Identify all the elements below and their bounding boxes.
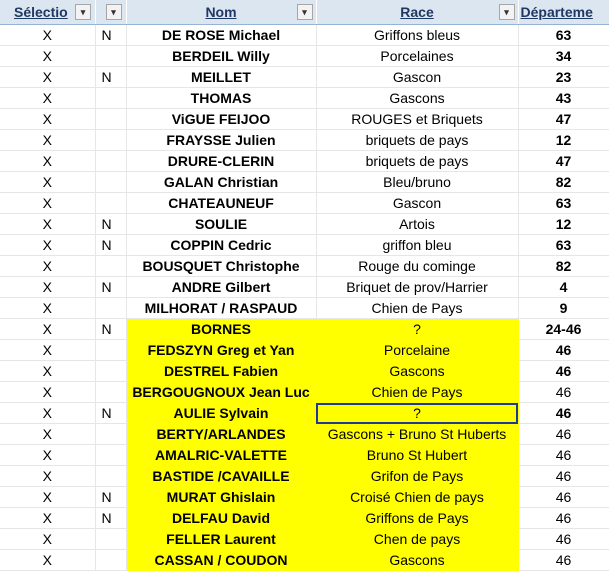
cell-n[interactable]: [95, 550, 126, 571]
cell-n[interactable]: [95, 46, 126, 67]
cell-nom[interactable]: THOMAS: [126, 88, 316, 109]
header-selection: [0, 0, 95, 25]
cell-n[interactable]: [95, 130, 126, 151]
header-race: [316, 0, 518, 25]
cell-departement[interactable]: 47: [518, 109, 609, 130]
cell-race[interactable]: Porcelaines: [316, 46, 518, 67]
cell-selection[interactable]: X: [0, 445, 95, 466]
header-selection-label: Sélectio: [14, 4, 68, 20]
cell-n[interactable]: [95, 445, 126, 466]
cell-race[interactable]: Chien de Pays: [316, 298, 518, 319]
cell-race[interactable]: Gascons: [316, 550, 518, 571]
cell-n[interactable]: [95, 256, 126, 277]
table-row: [0, 46, 609, 67]
cell-departement[interactable]: 46: [518, 403, 609, 424]
table-row: [0, 382, 609, 403]
cell-race[interactable]: Gascons: [316, 361, 518, 382]
cell-race[interactable]: Artois: [316, 214, 518, 235]
table-row: [0, 256, 609, 277]
cell-departement[interactable]: 82: [518, 256, 609, 277]
cell-n[interactable]: N: [95, 508, 126, 529]
cell-departement[interactable]: 46: [518, 340, 609, 361]
cell-race[interactable]: Griffons de Pays: [316, 508, 518, 529]
cell-n[interactable]: [95, 193, 126, 214]
cell-race[interactable]: briquets de pays: [316, 151, 518, 172]
cell-selection[interactable]: X: [0, 46, 95, 67]
table-row: [0, 214, 609, 235]
cell-n[interactable]: N: [95, 25, 126, 46]
cell-departement[interactable]: 46: [518, 508, 609, 529]
table-row: [0, 130, 609, 151]
cell-selection[interactable]: X: [0, 382, 95, 403]
cell-nom[interactable]: AULIE Sylvain: [126, 403, 316, 424]
cell-race[interactable]: Gascon: [316, 193, 518, 214]
table-row: [0, 277, 609, 298]
cell-nom[interactable]: BERTY/ARLANDES: [126, 424, 316, 445]
cell-nom[interactable]: DRURE-CLERIN: [126, 151, 316, 172]
cell-race[interactable]: Grifon de Pays: [316, 466, 518, 487]
cell-selection[interactable]: X: [0, 508, 95, 529]
cell-selection[interactable]: X: [0, 466, 95, 487]
table-row: [0, 193, 609, 214]
table-row: [0, 67, 609, 88]
table-row: [0, 151, 609, 172]
cell-departement[interactable]: 47: [518, 151, 609, 172]
cell-selection[interactable]: X: [0, 256, 95, 277]
cell-nom[interactable]: ViGUE FEIJOO: [126, 109, 316, 130]
cell-nom[interactable]: CASSAN / COUDON: [126, 550, 316, 571]
cell-departement[interactable]: 4: [518, 277, 609, 298]
cell-departement[interactable]: 63: [518, 235, 609, 256]
cell-selection[interactable]: X: [0, 361, 95, 382]
cell-race[interactable]: Briquet de prov/Harrier: [316, 277, 518, 298]
cell-departement[interactable]: 46: [518, 382, 609, 403]
cell-race[interactable]: Gascons + Bruno St Huberts: [316, 424, 518, 445]
table-row: [0, 109, 609, 130]
cell-race[interactable]: griffon bleu: [316, 235, 518, 256]
cell-selection[interactable]: X: [0, 277, 95, 298]
cell-nom[interactable]: MEILLET: [126, 67, 316, 88]
cell-departement[interactable]: 24-46: [518, 319, 609, 340]
cell-departement[interactable]: 43: [518, 88, 609, 109]
cell-selection[interactable]: X: [0, 151, 95, 172]
cell-departement[interactable]: 46: [518, 529, 609, 550]
cell-race[interactable]: briquets de pays: [316, 130, 518, 151]
table-row: [0, 319, 609, 340]
cell-nom[interactable]: BERDEIL Willy: [126, 46, 316, 67]
cell-selection[interactable]: X: [0, 319, 95, 340]
cell-departement[interactable]: 82: [518, 172, 609, 193]
cell-selection[interactable]: X: [0, 130, 95, 151]
cell-selection[interactable]: X: [0, 193, 95, 214]
cell-nom[interactable]: DESTREL Fabien: [126, 361, 316, 382]
cell-departement[interactable]: 46: [518, 445, 609, 466]
filter-dropdown-icon[interactable]: ▾: [297, 4, 313, 20]
cell-selection[interactable]: X: [0, 235, 95, 256]
cell-nom[interactable]: CHATEAUNEUF: [126, 193, 316, 214]
cell-n[interactable]: [95, 172, 126, 193]
cell-nom[interactable]: BERGOUGNOUX Jean Luc: [126, 382, 316, 403]
cell-selection[interactable]: X: [0, 67, 95, 88]
cell-departement[interactable]: 46: [518, 361, 609, 382]
filter-dropdown-icon[interactable]: ▾: [499, 4, 515, 20]
cell-nom[interactable]: SOULIE: [126, 214, 316, 235]
cell-departement[interactable]: 46: [518, 466, 609, 487]
header-nom-label: Nom: [205, 4, 237, 20]
cell-n[interactable]: [95, 382, 126, 403]
cell-n[interactable]: [95, 529, 126, 550]
cell-n[interactable]: [95, 424, 126, 445]
cell-selection[interactable]: X: [0, 424, 95, 445]
cell-n[interactable]: N: [95, 277, 126, 298]
cell-race[interactable]: ROUGES et Briquets: [316, 109, 518, 130]
cell-departement[interactable]: 23: [518, 67, 609, 88]
cell-departement[interactable]: 46: [518, 487, 609, 508]
cell-selection[interactable]: X: [0, 214, 95, 235]
cell-selection[interactable]: X: [0, 487, 95, 508]
cell-departement[interactable]: 63: [518, 25, 609, 46]
table-row: [0, 529, 609, 550]
cell-n[interactable]: N: [95, 319, 126, 340]
cell-nom[interactable]: FRAYSSE Julien: [126, 130, 316, 151]
header-departement: [518, 0, 609, 25]
cell-nom[interactable]: FELLER Laurent: [126, 529, 316, 550]
cell-n[interactable]: N: [95, 403, 126, 424]
cell-race[interactable]: ?: [316, 319, 518, 340]
cell-selection[interactable]: X: [0, 298, 95, 319]
table-row: [0, 508, 609, 529]
header-departement-label: Départeme: [520, 4, 593, 20]
cell-departement[interactable]: 63: [518, 193, 609, 214]
cell-nom[interactable]: ANDRE Gilbert: [126, 277, 316, 298]
cell-nom[interactable]: GALAN Christian: [126, 172, 316, 193]
cell-departement[interactable]: 34: [518, 46, 609, 67]
cell-race[interactable]: Croisé Chien de pays: [316, 487, 518, 508]
cell-nom[interactable]: FEDSZYN Greg et Yan: [126, 340, 316, 361]
cell-selection[interactable]: X: [0, 25, 95, 46]
cell-n[interactable]: N: [95, 67, 126, 88]
cell-race[interactable]: Bleu/bruno: [316, 172, 518, 193]
table-row: [0, 487, 609, 508]
table-row: [0, 466, 609, 487]
table-row: [0, 172, 609, 193]
table-body: [0, 25, 609, 571]
table-row: [0, 550, 609, 571]
cell-selection[interactable]: X: [0, 403, 95, 424]
cell-n[interactable]: [95, 298, 126, 319]
table-row: [0, 25, 609, 46]
cell-nom[interactable]: BOUSQUET Christophe: [126, 256, 316, 277]
cell-departement[interactable]: 12: [518, 130, 609, 151]
cell-departement[interactable]: 12: [518, 214, 609, 235]
cell-nom[interactable]: BASTIDE /CAVAILLE: [126, 466, 316, 487]
table-row: [0, 424, 609, 445]
cell-selection[interactable]: X: [0, 172, 95, 193]
header-race-label: Race: [400, 4, 434, 20]
cell-nom[interactable]: DELFAU David: [126, 508, 316, 529]
cell-selection[interactable]: X: [0, 529, 95, 550]
cell-race[interactable]: Porcelaine: [316, 340, 518, 361]
cell-race[interactable]: ?: [316, 403, 518, 424]
cell-selection[interactable]: X: [0, 88, 95, 109]
cell-race[interactable]: Bruno St Hubert: [316, 445, 518, 466]
cell-departement[interactable]: 46: [518, 550, 609, 571]
cell-selection[interactable]: X: [0, 109, 95, 130]
cell-nom[interactable]: DE ROSE Michael: [126, 25, 316, 46]
cell-race[interactable]: Griffons bleus: [316, 25, 518, 46]
table-row: [0, 445, 609, 466]
cell-n[interactable]: N: [95, 235, 126, 256]
table-row: [0, 361, 609, 382]
cell-nom[interactable]: COPPIN Cedric: [126, 235, 316, 256]
filter-dropdown-icon[interactable]: ▾: [106, 4, 122, 20]
header-nom: [126, 0, 316, 25]
cell-race[interactable]: Chien de Pays: [316, 382, 518, 403]
cell-n[interactable]: N: [95, 487, 126, 508]
table-row: [0, 340, 609, 361]
cell-selection[interactable]: X: [0, 550, 95, 571]
table-row: [0, 88, 609, 109]
cell-nom[interactable]: BORNES: [126, 319, 316, 340]
cell-selection[interactable]: X: [0, 340, 95, 361]
cell-n[interactable]: [95, 151, 126, 172]
table-row: [0, 298, 609, 319]
cell-nom[interactable]: MURAT Ghislain: [126, 487, 316, 508]
cell-nom[interactable]: AMALRIC-VALETTE: [126, 445, 316, 466]
cell-n[interactable]: [95, 340, 126, 361]
cell-n[interactable]: N: [95, 214, 126, 235]
filter-active-icon[interactable]: ▾: [75, 4, 91, 20]
header-row: [0, 0, 609, 25]
cell-race[interactable]: Rouge du cominge: [316, 256, 518, 277]
cell-departement[interactable]: 9: [518, 298, 609, 319]
cell-n[interactable]: [95, 361, 126, 382]
cell-race[interactable]: Chen de pays: [316, 529, 518, 550]
cell-nom[interactable]: MILHORAT / RASPAUD: [126, 298, 316, 319]
cell-n[interactable]: [95, 88, 126, 109]
cell-race[interactable]: Gascons: [316, 88, 518, 109]
header-n: [95, 0, 126, 25]
table-row: [0, 403, 609, 424]
cell-n[interactable]: [95, 109, 126, 130]
cell-n[interactable]: [95, 466, 126, 487]
table-row: [0, 235, 609, 256]
cell-race[interactable]: Gascon: [316, 67, 518, 88]
cell-departement[interactable]: 46: [518, 424, 609, 445]
